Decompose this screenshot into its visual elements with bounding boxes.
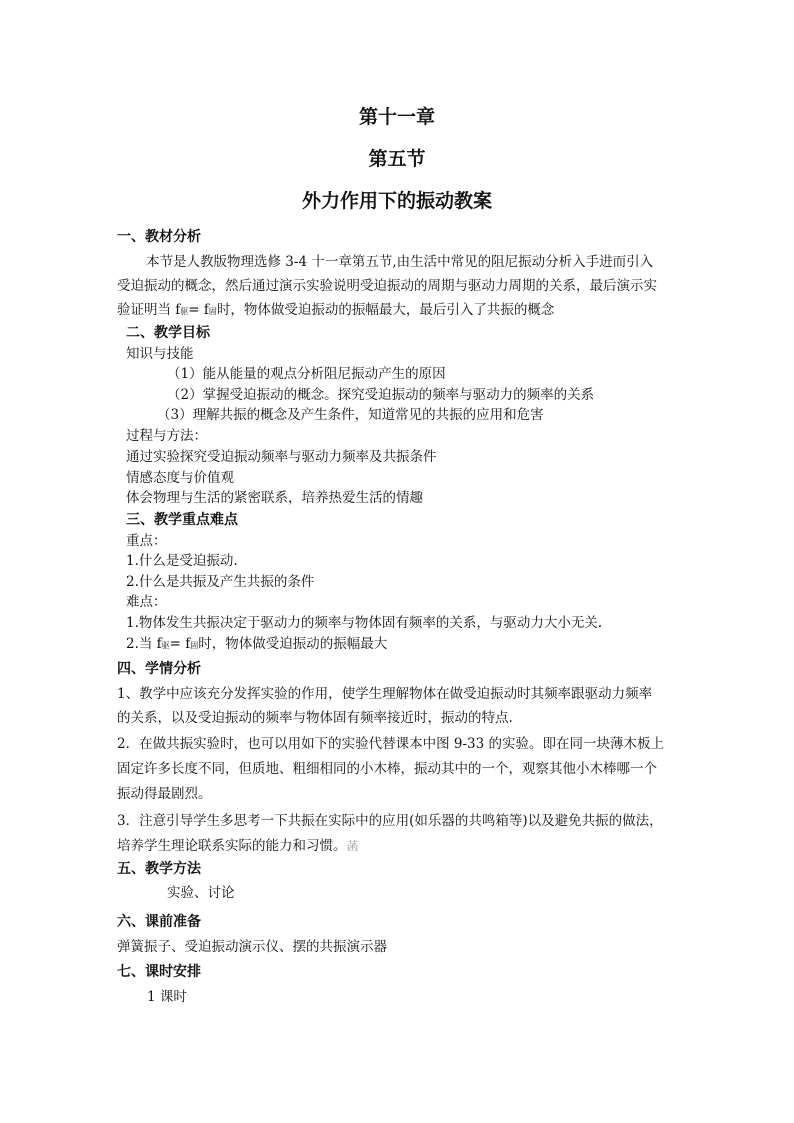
section-title: 第五节 [368, 148, 426, 170]
subheading-emotion: 情感态度与价值观 [126, 470, 234, 486]
heading-key-points: 三、教学重点难点 [126, 512, 238, 528]
paragraph-line [117, 304, 554, 318]
chapter-title: 第十一章 [358, 106, 435, 128]
difficulty-item: 1.物体发生共振决定于驱动力的频率与物体固有频率的关系，与驱动力大小无关. [126, 615, 603, 631]
goal-item: （1）能从能量的观点分析阻尼振动产生的原因 [167, 366, 446, 382]
subheading-key: 重点： [126, 533, 167, 549]
goal-item: （2）掌握受迫振动的概念。探究受迫振动的频率与驱动力的频率的关系 [167, 387, 595, 403]
paragraph-line: 的关系，以及受迫振动的频率与物体固有频率接近时，振动的特点. [117, 710, 513, 726]
paragraph-line: 3．注意引导学生多思考一下共振在实际中的应用(如乐器的共鸣箱等)以及避免共振的做法， [117, 813, 663, 829]
heading-teaching-method: 五、教学方法 [117, 861, 201, 877]
difficulty-item [126, 638, 387, 652]
subscript-drive: 驱 [161, 641, 170, 650]
heading-student-analysis: 四、学情分析 [117, 661, 201, 677]
faint-mark: 菡 [346, 839, 359, 853]
subscript-natural: 固 [208, 307, 217, 316]
formula-text: 时，物体做受迫振动的振幅最大，最后引入了共振的概念 [216, 302, 555, 318]
formula-text: 2.当 f [126, 636, 162, 652]
paragraph-line: 1、教学中应该充分发挥实验的作用，使学生理解物体在做受迫振动时其频率跟驱动力频率 [117, 686, 653, 702]
preparation-text: 弹簧振子、受迫振动演示仪、摆的共振演示器 [117, 939, 387, 955]
paragraph-line: 固定许多长度不同，但质地、粗细相同的小木棒，振动其中的一个，观察其他小木棒哪一个 [117, 761, 657, 777]
paragraph-line: 振动得最剧烈。 [117, 786, 212, 802]
goal-text: 体会物理与生活的紧密联系，培养热爱生活的情趣 [126, 490, 423, 506]
goal-text: 通过实验探究受迫振动频率与驱动力频率及共振条件 [126, 449, 437, 465]
formula-text: 验证明当 f [117, 302, 181, 318]
goal-item: （3）理解共振的概念及产生条件，知道常见的共振的应用和危害 [157, 407, 544, 423]
heading-material-analysis: 一、教材分析 [117, 229, 201, 245]
subscript-drive: 驱 [180, 307, 189, 316]
lesson-title: 外力作用下的振动教案 [301, 190, 492, 212]
subheading-knowledge: 知识与技能 [126, 346, 194, 362]
heading-schedule: 七、课时安排 [117, 964, 201, 980]
paragraph-line [117, 840, 359, 854]
paragraph-line: 2．在做共振实验时，也可以用如下的实验代替课本中图 9-33 的实验。即在同一块薄木板上 [117, 736, 664, 752]
key-item: 1.什么是受迫振动. [126, 553, 238, 569]
heading-preparation: 六、课前准备 [117, 914, 201, 930]
key-item: 2.什么是共振及产生共振的条件 [126, 574, 315, 590]
subscript-natural: 固 [190, 641, 199, 650]
paragraph-line: 本节是人教版物理选修 3-4 十一章第五节,由生活中常见的阻尼振动分析入手进而引入 [146, 254, 654, 270]
schedule-text: 1 课时 [147, 989, 187, 1005]
subheading-process: 过程与方法： [126, 428, 207, 444]
formula-text: = f [188, 302, 209, 318]
formula-text: 时，物体做受迫振动的振幅最大 [198, 636, 388, 652]
paragraph-text: 培养学生理论联系实际的能力和习惯。 [117, 838, 347, 854]
formula-text: = f [169, 636, 191, 652]
subheading-difficulty: 难点： [126, 594, 167, 610]
paragraph-line: 受迫振动的概念，然后通过演示实验说明受迫振动的周期与驱动力周期的关系，最后演示实 [117, 278, 657, 294]
method-text: 实验、讨论 [167, 885, 235, 901]
heading-teaching-goals: 二、教学目标 [126, 325, 210, 341]
